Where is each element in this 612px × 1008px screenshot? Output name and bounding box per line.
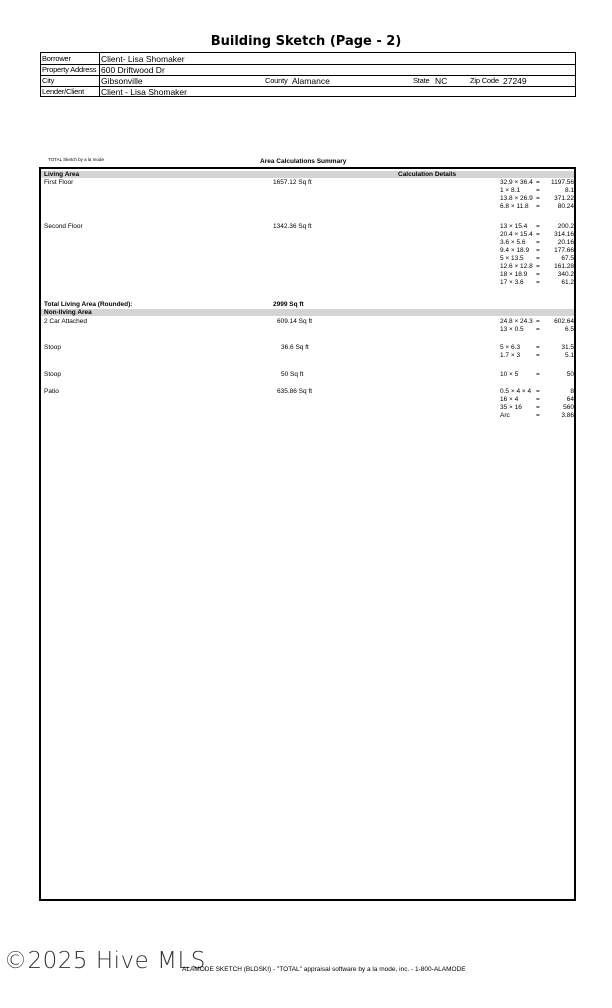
calc-expression: 16 × 4 [500,396,519,403]
calc-result: 20.16 [557,239,574,246]
area-calculations-box [39,167,576,901]
calc-expression: 13 × 15.4 [500,223,528,230]
calc-expression: 5 × 6.3 [500,344,521,351]
calc-expression: 1 × 8.1 [500,187,521,194]
calc-result: 340.2 [557,271,574,278]
calc-equals: = [536,412,540,419]
calc-equals: = [536,239,540,246]
area-name: 2 Car Attached [44,318,87,325]
page-title: Building Sketch (Page - 2) [210,34,402,49]
calc-result: 560 [563,404,574,411]
county-value: Alamance [292,76,330,86]
calculation-details [500,388,574,420]
calculation-line [500,396,574,404]
calculation-details-header: Calculation Details [398,171,457,178]
calc-result: 161.28 [554,263,574,270]
calc-expression: 18 × 18.9 [500,271,528,278]
calc-expression: 10 × 5 [500,371,519,378]
calculation-details [500,223,574,287]
calc-expression: Arc [500,412,510,419]
city-value: Gibsonville [101,76,143,86]
area-name: Stoop [44,371,61,378]
lender-label: Lender/Client [42,87,85,96]
calc-result: 5.1 [564,352,574,359]
calc-result: 314.16 [554,231,574,238]
calculation-details [500,371,574,379]
calc-expression: 35 × 16 [500,404,522,411]
calculation-line [500,203,574,211]
calc-equals: = [536,326,540,333]
county-label: County [265,76,288,85]
area-value: 1342.36 Sq ft [273,223,312,230]
calc-equals: = [536,271,540,278]
calc-expression: 6.8 × 11.8 [500,203,529,210]
area-name: Second Floor [44,223,83,230]
non-living-header-bar [41,309,574,316]
calculation-line [500,223,574,231]
calc-expression: 13.8 × 26.9 [500,195,533,202]
hive-mls-watermark: ©2025 Hive MLS [4,948,206,974]
calculation-line [500,279,574,287]
calc-result: 8 [570,388,574,395]
calc-result: 50 [566,371,574,378]
area-name: Stoop [44,344,61,351]
area-name: First Floor [44,179,74,186]
calculation-line [500,388,574,396]
zip-label: Zip Code [470,76,499,85]
address-label: Property Address [42,65,97,74]
calculation-details [500,344,574,360]
software-footer: ALAMODE SKETCH (BLDSKI) - "TOTAL" appraisal software by a la mode, inc. - 1-800-ALAMODE [182,966,466,973]
calc-equals: = [536,396,540,403]
calculation-line [500,326,574,334]
calculation-line [500,255,574,263]
area-value: 1657.12 Sq ft [273,179,312,186]
calc-equals: = [536,404,540,411]
calc-expression: 13 × 0.5 [500,326,524,333]
non-living-header: Non-living Area [44,309,92,316]
calc-result: 6.5 [564,326,574,333]
calculation-line [500,179,574,187]
calc-equals: = [536,195,540,202]
calc-result: 8.1 [564,187,574,194]
calc-expression: 3.6 × 5.6 [500,239,526,246]
area-value: 36.6 Sq ft [281,344,309,351]
calc-equals: = [536,318,540,325]
area-value: 635.86 Sq ft [277,388,313,395]
calculation-line [500,318,574,326]
living-area-header-bar [41,171,574,178]
calc-equals: = [536,231,540,238]
calc-expression: 20.4 × 15.4 [500,231,533,238]
calc-equals: = [536,203,540,210]
calculation-line [500,371,574,379]
borrower-value: Client- Lisa Shomaker [101,54,185,64]
calc-result: 3.86 [561,412,574,419]
zip-value: 27249 [503,76,527,86]
calculation-line [500,187,574,195]
calc-equals: = [536,388,540,395]
calc-result: 80.24 [557,203,574,210]
calc-equals: = [536,352,540,359]
total-living-label: Total Living Area (Rounded): [44,301,133,308]
calc-result: 1197.56 [550,179,574,186]
calculation-line [500,239,574,247]
calc-equals: = [536,179,540,186]
calc-result: 200.2 [557,223,574,230]
state-label: State [413,76,430,85]
calculation-line [500,271,574,279]
calculation-line [500,344,574,352]
area-name: Patio [44,388,59,395]
sketch-software-label: TOTAL Sketch by a la mode [48,157,104,162]
calc-result: 64 [566,396,574,403]
calculation-line [500,195,574,203]
calc-expression: 9.4 × 18.9 [500,247,530,254]
calc-expression: 1.7 × 3 [500,352,521,359]
area-value: 609.14 Sq ft [277,318,313,325]
calc-expression: 24.8 × 24.3 [500,318,533,325]
state-value: NC [435,76,448,86]
calc-equals: = [536,223,540,230]
calc-expression: 12.6 × 12.8 [500,263,533,270]
calc-equals: = [536,344,540,351]
calc-result: 31.5 [561,344,574,351]
calc-expression: 17 × 3.6 [500,279,524,286]
calc-result: 177.66 [554,247,574,254]
calc-equals: = [536,255,540,262]
calculation-line [500,263,574,271]
address-value: 600 Driftwood Dr [101,65,165,75]
calc-expression: 0.5 × 4 × 4 [500,388,532,395]
calc-result: 67.5 [561,255,574,262]
calculation-line [500,404,574,412]
calc-equals: = [536,187,540,194]
calculation-line [500,352,574,360]
calc-result: 371.22 [554,195,574,202]
living-area-header: Living Area [44,171,80,178]
calculation-details [500,179,574,211]
calc-equals: = [536,263,540,270]
calculation-line [500,231,574,239]
calc-equals: = [536,371,540,378]
borrower-label: Borrower [42,54,71,63]
calc-expression: 32.9 × 36.4 [500,179,533,186]
summary-title: Area Calculations Summary [260,158,347,165]
calculation-details [500,318,574,334]
calc-result: 61.2 [561,279,574,286]
calc-equals: = [536,247,540,254]
calc-result: 602.64 [554,318,574,325]
calculation-line [500,247,574,255]
city-label: City [42,76,55,85]
calculation-line [500,412,574,420]
total-living-value: 2999 Sq ft [273,301,304,308]
lender-value: Client - Lisa Shomaker [101,87,187,97]
area-value: 50 Sq ft [281,371,304,378]
calc-expression: 5 × 13.5 [500,255,524,262]
property-info-table [40,52,576,97]
calc-equals: = [536,279,540,286]
